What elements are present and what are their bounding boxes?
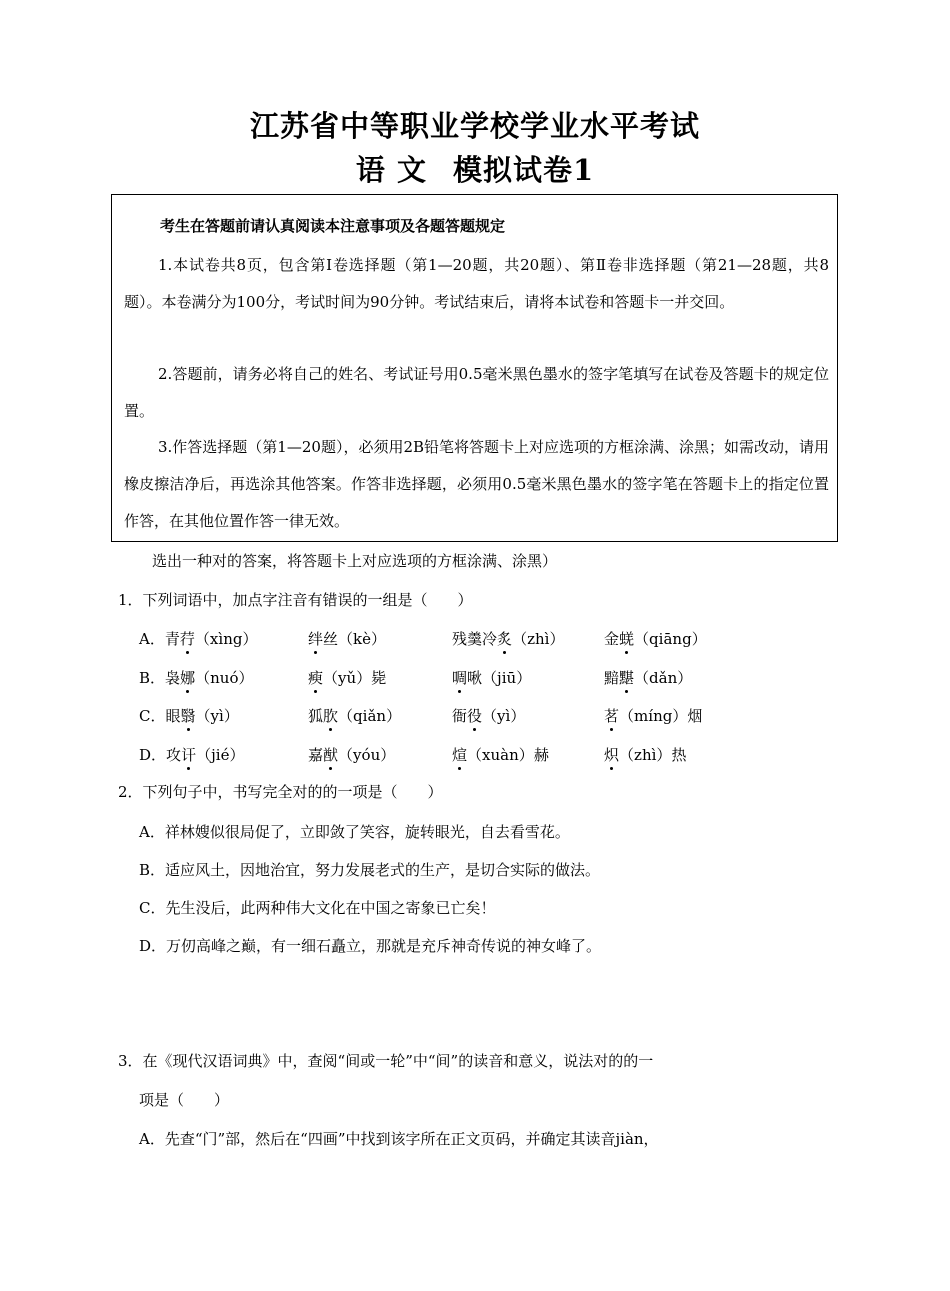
question-2-option-d: D．万仞高峰之巅，有一细石矗立，那就是充斥神奇传说的神女峰了。 (139, 937, 602, 955)
question-1-option-c-4: 茗（míng）烟 (604, 707, 703, 725)
question-1-option-d-2: 嘉猷（yóu） (308, 746, 396, 764)
question-1-option-b-1: B．袅娜（nuó） (139, 669, 254, 687)
question-1-stem: 1．下列词语中，加点字注音有错误的一组是（ ） (118, 591, 473, 609)
notice-heading: 考生在答题前请认真阅读本注意事项及各题答题规定 (160, 217, 506, 235)
question-1-option-a-2: 绊丝（kè） (308, 630, 387, 648)
question-3-stem: 3．在《现代汉语词典》中，查阅“间或一轮”中“间”的读音和意义，说法对的的一 (118, 1052, 654, 1070)
subject-label: 语 文 (355, 153, 427, 187)
notice-box (111, 194, 838, 542)
section-instruction: 选出一种对的答案，将答题卡上对应选项的方框涂满、涂黑） (152, 552, 558, 570)
question-1-option-b-3: 啁啾（jiū） (452, 669, 532, 687)
question-2-stem: 2．下列句子中，书写完全对的的一项是（ ） (118, 783, 443, 801)
notice-item-2: 2.答题前，请务必将自己的姓名、考试证号用0.5毫米黑色墨水的签字笔填写在试卷及答题卡的规定位置。 (124, 365, 829, 420)
question-2-option-b: B．适应风土，因地治宜，努力发展老式的生产，是切合实际的做法。 (139, 861, 601, 879)
question-1-option-c-1: C．眼翳（yì） (139, 707, 239, 725)
question-1-option-a-3: 残羹冷炙（zhì） (452, 630, 565, 648)
question-1-option-b-4: 黯黮（dǎn） (604, 669, 693, 687)
question-1-option-b-2: 瘐（yǔ）毙 (308, 669, 387, 687)
question-1-option-d-4: 炽（zhì）热 (604, 746, 687, 764)
paper-subtitle (0, 148, 950, 189)
notice-item-3: 3.作答选择题（第1—20题），必须用2B铅笔将答题卡上对应选项的方框涂满、涂黑；如需改动，请用橡皮擦洁净后，再选涂其他答案。作答非选择题，必须用0.5毫米黑色墨水的签字笔在答题卡上的指定位置作答，在其他位置作答一律无效。 (124, 438, 830, 530)
question-3-option-a: A．先查“门”部，然后在“四画”中找到该字所在正文页码，并确定其读音jiàn， (139, 1130, 659, 1148)
question-3-stem-cont: 项是（ ） (139, 1091, 230, 1109)
paper-label: 模拟试卷1 (452, 153, 595, 187)
notice-item-1: 1.本试卷共8页，包含第Ⅰ卷选择题（第1—20题，共20题）、第Ⅱ卷非选择题（第21—28题，共8题）。本卷满分为100分，考试时间为90分钟。考试结束后，请将本试卷和答题卡一并交回。 (124, 256, 829, 311)
question-1-option-c-3: 衙役（yì） (452, 707, 526, 725)
question-1-option-a-1: A．青荇（xìng） (139, 630, 258, 648)
question-1-option-a-4: 金蜣（qiāng） (604, 630, 707, 648)
question-1-option-d-3: 煊（xuàn）赫 (452, 746, 549, 764)
question-2-option-a: A．祥林嫂似很局促了，立即敛了笑容，旋转眼光，自去看雪花。 (139, 823, 570, 841)
question-2-option-c: C．先生没后，此两种伟大文化在中国之寄象已亡矣！ (139, 899, 496, 917)
exam-title: 江苏省中等职业学校学业水平考试 (249, 109, 700, 143)
question-1-option-c-2: 狐肷（qiǎn） (308, 707, 402, 725)
question-1-option-d-1: D．攻讦（jié） (139, 746, 245, 764)
